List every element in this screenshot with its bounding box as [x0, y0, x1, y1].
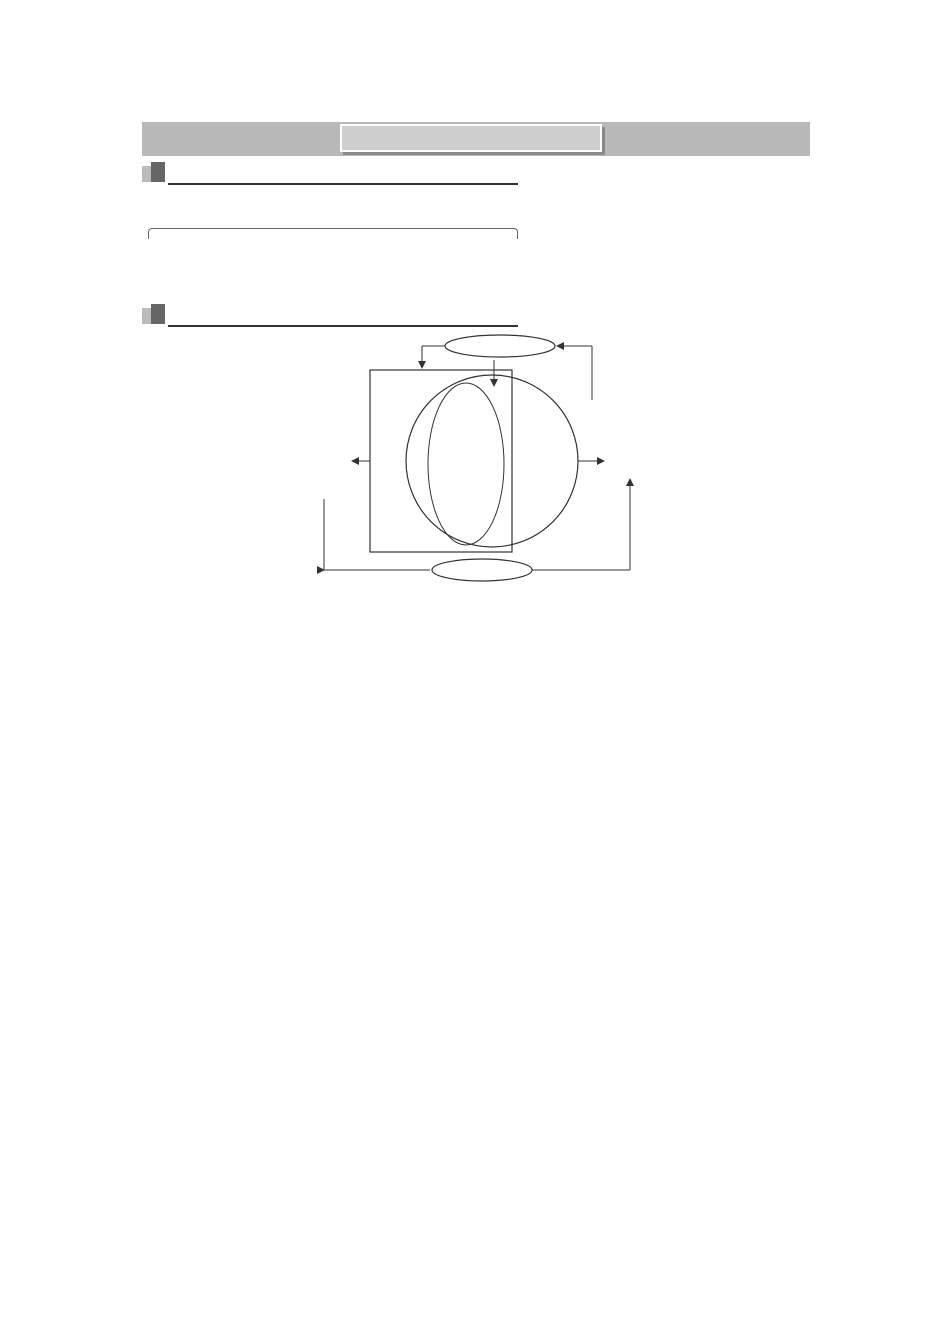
eukaryote-oval [432, 559, 532, 581]
common-structures-oval [428, 383, 504, 545]
cell-type-diagram [142, 334, 810, 584]
animal-cell-circle [406, 375, 578, 547]
header-rule [168, 183, 518, 185]
banner-title [340, 124, 602, 152]
answer-line [142, 240, 810, 268]
header-rule [168, 325, 518, 327]
header-square-icon [151, 304, 165, 324]
prokaryote-oval [445, 335, 555, 357]
key-points-box [142, 218, 810, 240]
decode-header [142, 270, 810, 298]
section-banner [142, 122, 810, 156]
section-header-2 [142, 302, 810, 328]
key-box-border [148, 228, 518, 239]
header-square-icon [151, 162, 165, 182]
page-content [142, 118, 810, 584]
example-question [142, 188, 810, 216]
section-header-1 [142, 160, 810, 186]
